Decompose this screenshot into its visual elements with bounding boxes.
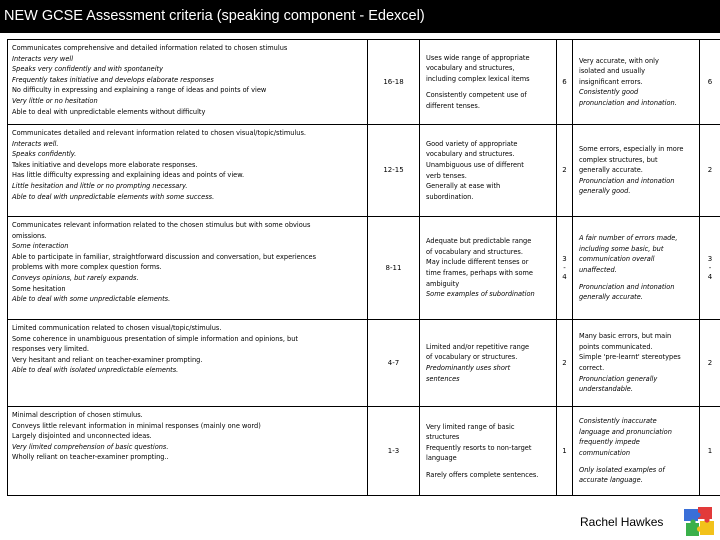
descriptor-line: Very little or no hesitation bbox=[12, 96, 98, 105]
descriptor-line: Interacts very well bbox=[12, 54, 74, 63]
range-cell bbox=[420, 320, 557, 407]
range-line: vocabulary and structures, bbox=[426, 64, 515, 73]
accuracy-mark bbox=[700, 320, 720, 407]
range-line: Good variety of appropriate bbox=[426, 139, 518, 148]
accuracy-line: complex structures, but bbox=[579, 155, 658, 164]
descriptor-line: Communicates relevant information related to the chosen stimulus but with some obvious bbox=[12, 221, 311, 229]
accuracy-line: understandable. bbox=[579, 385, 633, 394]
accuracy-line: Very accurate, with only bbox=[579, 56, 659, 65]
accuracy-line: frequently impede bbox=[579, 438, 640, 447]
criteria-row bbox=[8, 320, 720, 407]
accuracy-line: isolated and usually bbox=[579, 67, 645, 76]
accuracy-mark bbox=[700, 40, 720, 125]
range-cell bbox=[420, 217, 557, 320]
mark-band: 16-18 bbox=[368, 40, 420, 125]
accuracy-cell bbox=[573, 320, 700, 407]
range-line: subordination. bbox=[426, 192, 474, 201]
range-line: Generally at ease with bbox=[426, 182, 501, 191]
descriptor-line: No difficulty in expressing and explaining a range of ideas and points of view bbox=[12, 86, 267, 95]
range-line: Frequently resorts to non-target bbox=[426, 443, 532, 452]
accuracy-line: generally accurate. bbox=[579, 293, 643, 302]
range-line: Adequate but predictable range bbox=[426, 237, 532, 246]
range-mark-value: 6 bbox=[562, 77, 567, 86]
descriptor-line: Little hesitation and little or no prompting necessary. bbox=[12, 181, 188, 190]
accuracy-mark-value: 4 bbox=[707, 272, 713, 281]
range-mark bbox=[557, 40, 573, 125]
accuracy-cell bbox=[573, 217, 700, 320]
accuracy-mark-value: 2 bbox=[707, 166, 713, 174]
descriptor-line: Minimal description of chosen stimulus. bbox=[12, 411, 143, 419]
accuracy-line: Consistently good bbox=[579, 88, 639, 97]
range-line: sentences bbox=[426, 374, 460, 383]
descriptor-line: Conveys little relevant information in minimal responses (mainly one word) bbox=[12, 421, 261, 430]
accuracy-mark-value: - bbox=[708, 263, 712, 272]
descriptor-line: Very hesitant and reliant on teacher-examiner prompting. bbox=[12, 355, 203, 364]
descriptor-cell bbox=[8, 320, 368, 407]
accuracy-line: Only isolated examples of bbox=[579, 465, 665, 474]
descriptor-line: Some coherence in unambiguous presentation of simple information and opinions, but bbox=[12, 334, 298, 343]
accuracy-line: communication bbox=[579, 449, 630, 457]
range-line: Unambiguous use of different bbox=[426, 160, 524, 169]
range-mark-value: 3 bbox=[562, 254, 567, 263]
range-line: Limited and/or repetitive range bbox=[426, 342, 530, 351]
accuracy-mark-value: 2 bbox=[707, 358, 713, 367]
descriptor-cell bbox=[8, 407, 368, 496]
range-line: May include different tenses or bbox=[426, 258, 529, 267]
accuracy-line: unaffected. bbox=[579, 266, 617, 274]
range-mark bbox=[557, 217, 573, 320]
descriptor-cell bbox=[8, 40, 368, 125]
range-mark-value: 4 bbox=[562, 272, 567, 281]
range-line: Uses wide range of appropriate bbox=[426, 53, 530, 62]
accuracy-mark bbox=[700, 217, 720, 320]
accuracy-line: insignificant errors. bbox=[579, 77, 643, 86]
accuracy-line: points communicated. bbox=[579, 342, 653, 351]
descriptor-cell bbox=[8, 217, 368, 320]
mark-band: 1-3 bbox=[368, 407, 420, 496]
accuracy-mark bbox=[700, 407, 720, 496]
criteria-row bbox=[8, 217, 720, 320]
range-mark bbox=[557, 407, 573, 496]
descriptor-line: Takes initiative and develops more elaborate responses. bbox=[12, 160, 198, 169]
descriptor-line: Able to deal with unpredictable elements with some success. bbox=[12, 192, 215, 201]
accuracy-line: accurate language. bbox=[579, 476, 643, 485]
accuracy-line: generally good. bbox=[579, 187, 631, 196]
accuracy-mark-value: 3 bbox=[707, 254, 713, 263]
descriptor-line: Largely disjointed and unconnected ideas. bbox=[12, 432, 152, 441]
range-line: Predominantly uses short bbox=[426, 364, 511, 372]
accuracy-line: Many basic errors, but main bbox=[579, 332, 672, 341]
range-cell bbox=[420, 125, 557, 217]
range-mark-value: - bbox=[563, 263, 566, 272]
accuracy-line: generally accurate. bbox=[579, 166, 643, 175]
descriptor-line: problems with more complex question forms. bbox=[12, 263, 162, 272]
descriptor-line: Conveys opinions, but rarely expands. bbox=[12, 273, 139, 282]
descriptor-cell bbox=[8, 125, 368, 217]
mark-band: 12-15 bbox=[368, 125, 420, 217]
descriptor-line: Limited communication related to chosen visual/topic/stimulus. bbox=[12, 324, 222, 332]
range-line: verb tenses. bbox=[426, 171, 467, 180]
accuracy-line: language and pronunciation bbox=[579, 427, 672, 436]
range-line: ambiguity bbox=[426, 279, 460, 288]
descriptor-line: Wholly reliant on teacher-examiner prompting.. bbox=[12, 453, 169, 462]
range-cell bbox=[420, 407, 557, 496]
accuracy-line: pronunciation and intonation. bbox=[579, 98, 677, 107]
range-line: including complex lexical items bbox=[426, 74, 530, 83]
mark-band: 8-11 bbox=[368, 217, 420, 320]
descriptor-line: Communicates detailed and relevant information related to chosen visual/topic/stimulus. bbox=[12, 129, 307, 137]
accuracy-line: Pronunciation and intonation bbox=[579, 282, 675, 291]
range-line: of vocabulary and structures. bbox=[426, 247, 523, 256]
accuracy-cell bbox=[573, 40, 700, 125]
accuracy-line: A fair number of errors made, bbox=[579, 234, 678, 243]
accuracy-line: Simple 'pre-learnt' stereotypes bbox=[579, 353, 681, 362]
range-mark-value: 1 bbox=[562, 446, 567, 455]
accuracy-mark bbox=[700, 125, 720, 217]
range-line: structures bbox=[426, 433, 460, 442]
range-cell bbox=[420, 40, 557, 125]
accuracy-mark-value: 6 bbox=[707, 77, 713, 86]
author-credit: Rachel Hawkes bbox=[580, 515, 664, 529]
range-line: vocabulary and structures. bbox=[426, 150, 515, 159]
accuracy-line: communication overall bbox=[579, 255, 655, 264]
descriptor-line: Interacts well. bbox=[12, 139, 59, 148]
descriptor-line: Communicates comprehensive and detailed information related to chosen stimulus bbox=[12, 44, 288, 52]
descriptor-line: Has little difficulty expressing and explaining ideas and points of view. bbox=[12, 171, 245, 180]
criteria-row bbox=[8, 125, 720, 217]
descriptor-line: Able to deal with some unpredictable elements. bbox=[12, 295, 171, 304]
range-mark bbox=[557, 125, 573, 217]
range-mark-value: 2 bbox=[562, 358, 567, 367]
descriptor-line: Able to participate in familiar, straightforward discussion and conversation, but experiences bbox=[12, 252, 317, 261]
range-line: language bbox=[426, 454, 457, 463]
accuracy-cell bbox=[573, 125, 700, 217]
range-line: Very limited range of basic bbox=[426, 422, 515, 431]
descriptor-line: omissions. bbox=[12, 231, 47, 240]
accuracy-mark-value: 1 bbox=[707, 446, 713, 455]
accuracy-cell bbox=[573, 407, 700, 496]
descriptor-line: Some hesitation bbox=[12, 284, 66, 293]
accuracy-line: Pronunciation generally bbox=[579, 374, 658, 383]
descriptor-line: Speaks confidently. bbox=[12, 150, 77, 159]
range-line: Some examples of subordination bbox=[426, 290, 535, 299]
accuracy-line: including some basic, but bbox=[579, 244, 664, 253]
descriptor-line: Speaks very confidently and with spontaneity bbox=[12, 65, 164, 74]
descriptor-line: Able to deal with isolated unpredictable elements. bbox=[12, 366, 179, 375]
criteria-row bbox=[8, 407, 720, 496]
descriptor-line: Some interaction bbox=[12, 242, 69, 251]
descriptor-line: Frequently takes initiative and develops elaborate responses bbox=[12, 75, 214, 84]
descriptor-line: Very limited comprehension of basic questions. bbox=[12, 442, 169, 451]
accuracy-line: correct. bbox=[579, 364, 605, 372]
range-line: of vocabulary or structures. bbox=[426, 353, 518, 362]
descriptor-line: Able to deal with unpredictable elements without difficulty bbox=[12, 107, 206, 116]
criteria-row bbox=[8, 40, 720, 125]
descriptor-line: responses very limited. bbox=[12, 345, 89, 354]
mark-band: 4-7 bbox=[368, 320, 420, 407]
accuracy-line: Consistently inaccurate bbox=[579, 417, 657, 426]
range-mark-value: 2 bbox=[562, 166, 567, 174]
range-line: Rarely offers complete sentences. bbox=[426, 470, 539, 479]
page-title: NEW GCSE Assessment criteria (speaking component - Edexcel) bbox=[0, 0, 720, 33]
criteria-table bbox=[7, 39, 720, 496]
accuracy-line: Pronunciation and intonation bbox=[579, 176, 675, 185]
range-line: time frames, perhaps with some bbox=[426, 269, 533, 277]
range-line: Consistently competent use of bbox=[426, 91, 527, 100]
range-line: different tenses. bbox=[426, 101, 480, 110]
accuracy-line: Some errors, especially in more bbox=[579, 145, 684, 154]
range-mark bbox=[557, 320, 573, 407]
puzzle-pieces-logo bbox=[682, 505, 718, 539]
